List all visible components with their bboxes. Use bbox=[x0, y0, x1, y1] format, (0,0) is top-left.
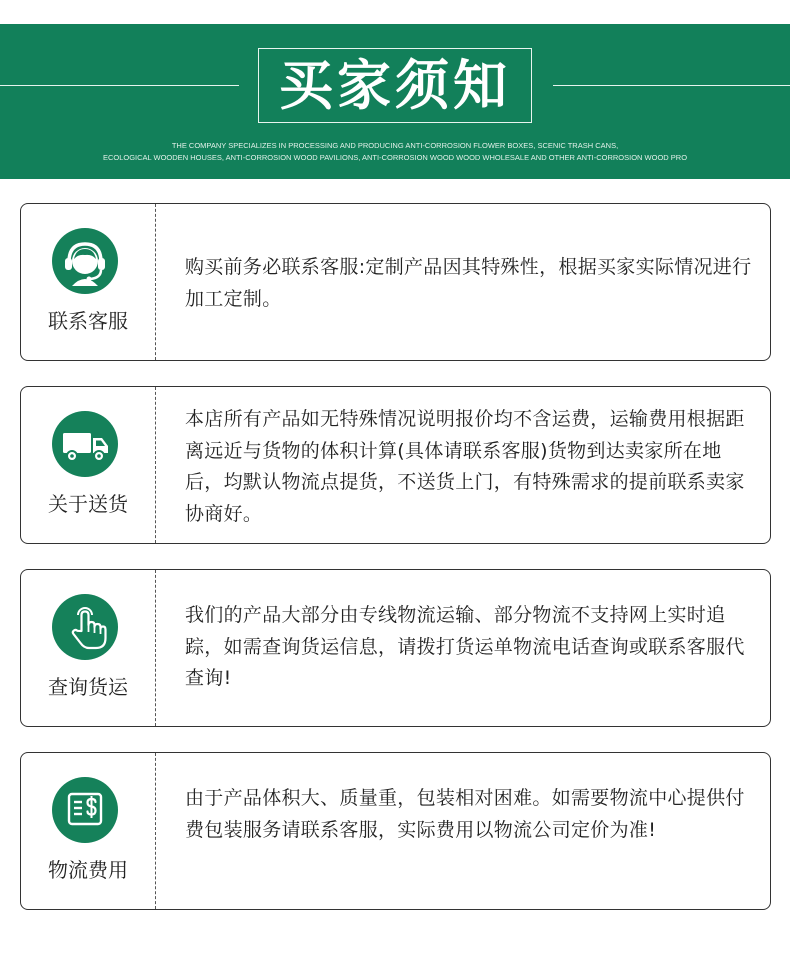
item-description: 由于产品体积大、质量重，包装相对困难。如需要物流中心提供付费包装服务请联系客服，实际费用以物流公司定价为准! bbox=[185, 787, 745, 841]
dashed-divider bbox=[155, 204, 156, 360]
notice-card-shipping-fee bbox=[20, 752, 771, 910]
header-subtitle-line2: ECOLOGICAL WOODEN HOUSES, ANTI-CORROSION WOOD PAVILIONS, ANTI-CORROSION WOOD WOOD WHOLESALE AND OTHER ANTI-CORROSION WOOD PRO bbox=[102, 153, 688, 162]
hand-pointer-icon bbox=[52, 594, 118, 660]
item-description: 本店所有产品如无特殊情况说明报价均不含运费，运输费用根据距离远近与货物的体积计算(具体请联系客服)货物到达卖家所在地后，均默认物流点提货，不送货上门，有特殊需求的提前联系卖家协商好。 bbox=[185, 408, 745, 525]
item-label: 联系客服 bbox=[48, 309, 128, 333]
title-frame bbox=[258, 48, 532, 123]
item-label: 物流费用 bbox=[48, 858, 128, 882]
header-rule-left bbox=[0, 85, 239, 86]
header-banner bbox=[0, 24, 790, 179]
item-description: 我们的产品大部分由专线物流运输、部分物流不支持网上实时追踪，如需查询货运信息，请拨打货运单物流电话查询或联系客服代查询! bbox=[185, 604, 745, 689]
item-description: 购买前务必联系客服:定制产品因其特殊性，根据买家实际情况进行加工定制。 bbox=[185, 256, 752, 310]
item-label: 关于送货 bbox=[48, 492, 128, 516]
page-title: 买家须知 bbox=[279, 53, 511, 117]
invoice-dollar-icon bbox=[52, 777, 118, 843]
dashed-divider bbox=[155, 387, 156, 543]
header-subtitle-line1: THE COMPANY SPECIALIZES IN PROCESSING AND PRODUCING ANTI-CORROSION FLOWER BOXES, SCENIC TRASH CANS, bbox=[171, 141, 619, 150]
dashed-divider bbox=[155, 753, 156, 909]
notice-card-delivery bbox=[20, 386, 771, 544]
headset-icon bbox=[52, 228, 118, 294]
header-rule-right bbox=[553, 85, 790, 86]
truck-icon bbox=[52, 411, 118, 477]
dashed-divider bbox=[155, 570, 156, 726]
notice-card-tracking bbox=[20, 569, 771, 727]
item-label: 查询货运 bbox=[48, 675, 128, 699]
notice-card-customer-service bbox=[20, 203, 771, 361]
